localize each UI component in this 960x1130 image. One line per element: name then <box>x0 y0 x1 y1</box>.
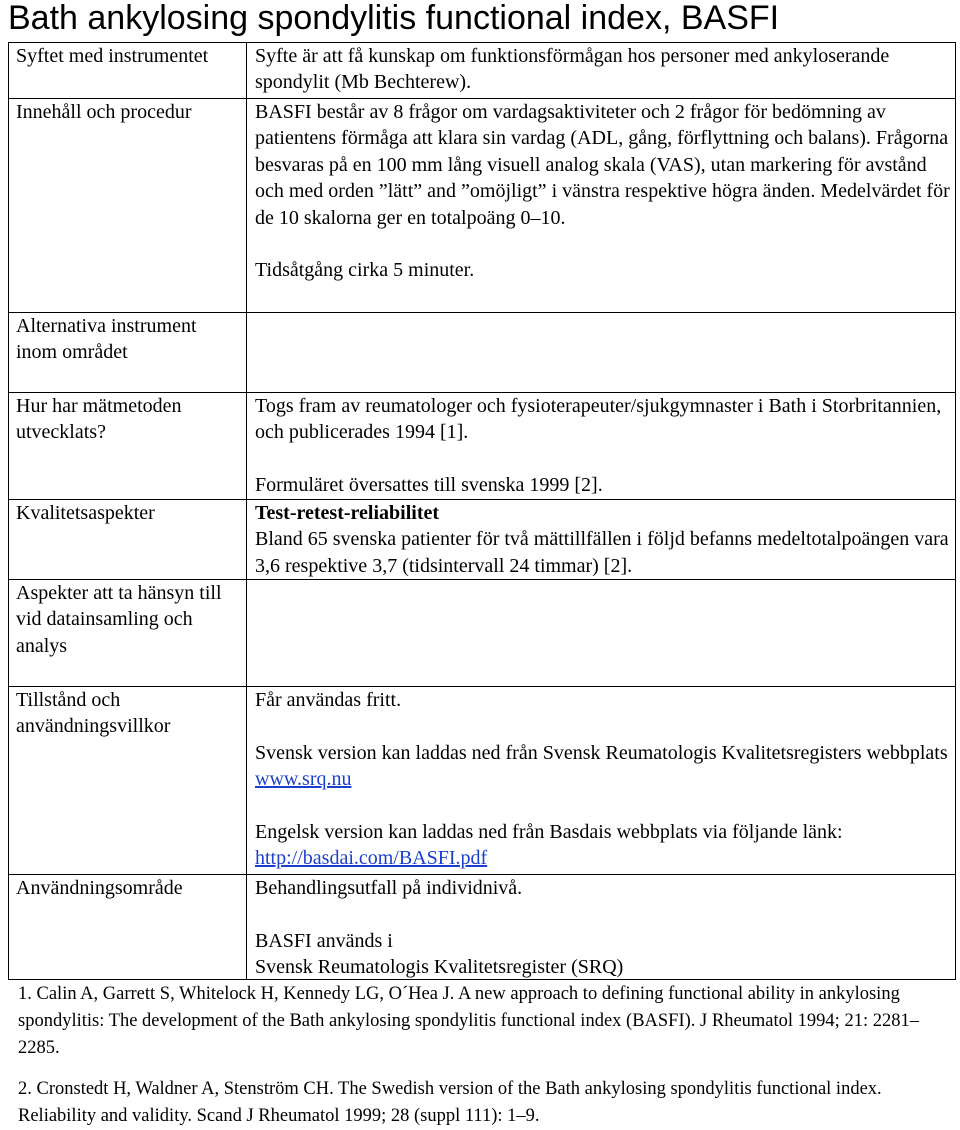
usage-line-2: Svensk Reumatologis Kvalitetsregister (SRQ) <box>255 956 624 979</box>
srq-link[interactable]: www.srq.nu <box>255 768 352 791</box>
reference-1: 1. Calin A, Garrett S, Whitelock H, Kennedy LG, O´Hea J. A new approach to defining functional ability in ankylosing spondylitis: The development of the Bath ankylosing spondylitis functional index (BASFI). J Rheumatol 1994; 21: 2281–2285. <box>18 984 919 1058</box>
row-content <box>255 500 950 579</box>
row-label: Användningsområde <box>16 877 183 899</box>
reliability-heading: Test-retest-reliabilitet <box>255 502 440 524</box>
row-label: Aspekter att ta hänsyn till vid datainsamling och analys <box>16 582 222 657</box>
english-version-text <box>255 819 950 872</box>
reference-2: 2. Cronstedt H, Waldner A, Stenström CH. The Swedish version of the Bath ankylosing spondylitis functional index. Reliability and validity. Scand J Rheumatol 1999; 28 (suppl 111): 1–9. <box>18 1079 882 1126</box>
time-text: Tidsåtgång cirka 5 minuter. <box>255 259 475 282</box>
translation-text: Formuläret översattes till svenska 1999 [2]. <box>255 474 603 497</box>
blank-line <box>255 901 950 927</box>
info-table <box>8 42 956 980</box>
row-label: Syftet med instrumentet <box>16 45 209 67</box>
development-text: Togs fram av reumatologer och fysioterapeuter/sjukgymnaster i Bath i Storbritannien, och publicerades 1994 [1]. <box>255 395 942 444</box>
row-content <box>255 875 950 981</box>
row-innehall <box>9 99 955 313</box>
usage-line-1: BASFI används i <box>255 929 393 952</box>
blank-line <box>255 446 950 472</box>
swedish-version-text <box>255 740 950 793</box>
free-use-text: Får användas fritt. <box>255 689 402 711</box>
references <box>18 981 948 1130</box>
row-syfte <box>9 43 955 99</box>
reliability-text: Bland 65 svenska patienter för två mättillfällen i följd befanns medeltotalpoängen vara 3,6 respektive 3,7 (tidsintervall 24 timmar) [2]. <box>255 528 949 577</box>
row-label: Innehåll och procedur <box>16 101 192 123</box>
row-content <box>255 687 950 872</box>
swedish-version-label: Svensk version kan laddas ned från Svensk Reumatologis Kvalitetsregisters webbplats <box>255 741 948 764</box>
row-kvalitet <box>9 500 955 580</box>
row-content <box>255 393 950 499</box>
row-label: Hur har mätmetoden utvecklats? <box>16 395 182 444</box>
row-anvandning <box>9 875 955 979</box>
page-title: Bath ankylosing spondylitis functional index, BASFI <box>8 0 780 37</box>
basdai-link[interactable]: http://basdai.com/BASFI.pdf <box>255 847 488 870</box>
row-label: Alternativa instrument inom området <box>16 315 197 364</box>
row-aspekter <box>9 580 955 687</box>
procedure-text: BASFI består av 8 frågor om vardagsaktiviteter och 2 frågor för bedömning av patientens förmåga att klara sin vardag (ADL, gång, förflyttning och balans). Frågorna besvaras på en 100 mm lång visuell analog skala (VAS), utan markering för avstånd och med orden ”lätt” and ”omöjligt” i vänstra respektive högra änden. Medelvärdet för de 10 skalorna ger en totalpoäng 0–10. <box>255 101 950 229</box>
row-label: Tillstånd och användningsvillkor <box>16 689 171 738</box>
row-label: Kvalitetsaspekter <box>16 502 155 524</box>
row-utvecklats <box>9 393 955 500</box>
blank-line <box>255 713 950 739</box>
row-content: Syfte är att få kunskap om funktionsförmågan hos personer med ankyloserande spondylit (Mb Bechterew). <box>255 45 890 94</box>
english-version-label: Engelsk version kan laddas ned från Basdais webbplats via följande länk: <box>255 821 843 843</box>
blank-line <box>255 231 950 257</box>
row-tillstand <box>9 687 955 875</box>
blank-line <box>255 793 950 819</box>
row-alternativa <box>9 313 955 393</box>
row-content <box>255 99 950 284</box>
usage-text: Behandlingsutfall på individnivå. <box>255 877 523 899</box>
